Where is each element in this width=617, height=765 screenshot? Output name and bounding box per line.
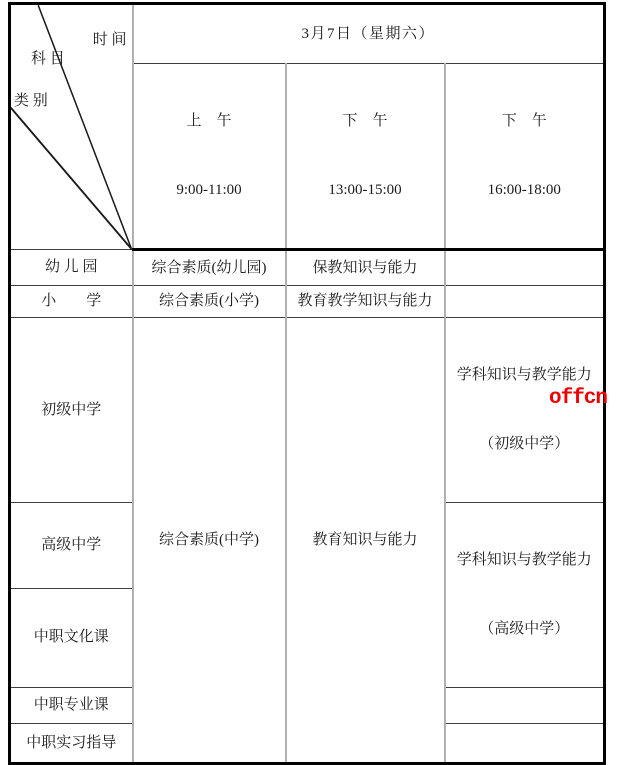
corner-header-cell (10, 4, 133, 250)
exam-schedule-table (8, 2, 606, 765)
cell-primary-morning: 综合素质(小学) (133, 286, 286, 318)
row-label-kindergarten: 幼 儿 园 (10, 250, 133, 286)
cell-junior-evening-line2: （初级中学） (479, 436, 570, 452)
cell-senior-evening-line2: （高级中学） (479, 621, 570, 637)
offcn-watermark-logo: offcn (549, 387, 608, 410)
session-header-afternoon2 (445, 64, 605, 250)
date-header-cell: 3月7日（星期六） (133, 4, 605, 64)
cell-primary-afternoon: 教育教学知识与能力 (286, 286, 445, 318)
session-period-label: 上 午 (186, 113, 232, 129)
corner-time-label: 时 间 (92, 32, 127, 48)
corner-subject-label: 科 目 (31, 51, 65, 67)
corner-category-label: 类 别 (14, 93, 48, 109)
cell-junior-evening (445, 318, 608, 503)
row-label-vocational-specialty-course: 中职专业课 (10, 688, 133, 724)
session-time-label: 16:00-18:00 (487, 182, 561, 198)
session-period-label: 下 午 (501, 113, 547, 129)
row-junior-middle-school (10, 318, 605, 503)
row-primary-school (10, 286, 605, 318)
cell-kindergarten-afternoon: 保教知识与能力 (286, 250, 445, 286)
cell-vocational-internship-evening-empty (445, 724, 605, 764)
row-kindergarten (10, 250, 605, 286)
cell-junior-evening-line1: 学科知识与教学能力 (456, 367, 592, 383)
cell-secondary-morning-merged: 综合素质(中学) (133, 318, 286, 764)
cell-kindergarten-morning: 综合素质(幼儿园) (133, 250, 286, 286)
cell-primary-evening-empty (445, 286, 605, 318)
cell-secondary-afternoon-merged: 教育知识与能力 (286, 318, 445, 764)
header-row-date (10, 4, 605, 64)
session-period-label: 下 午 (342, 113, 388, 129)
session-time-label: 13:00-15:00 (328, 182, 402, 198)
row-label-primary-school: 小 学 (10, 286, 133, 318)
row-label-senior-middle-school: 高级中学 (10, 503, 133, 589)
cell-senior-evening (445, 503, 605, 688)
cell-vocational-specialty-evening-empty (445, 688, 605, 724)
cell-kindergarten-evening-empty (445, 250, 605, 286)
session-header-afternoon1 (286, 64, 445, 250)
session-header-morning (133, 64, 286, 250)
row-label-vocational-culture-course: 中职文化课 (10, 588, 133, 687)
session-time-label: 9:00-11:00 (176, 182, 242, 198)
row-label-junior-middle-school: 初级中学 (10, 318, 133, 503)
row-label-vocational-internship-guidance: 中职实习指导 (10, 724, 133, 764)
cell-senior-evening-line1: 学科知识与教学能力 (456, 552, 592, 568)
